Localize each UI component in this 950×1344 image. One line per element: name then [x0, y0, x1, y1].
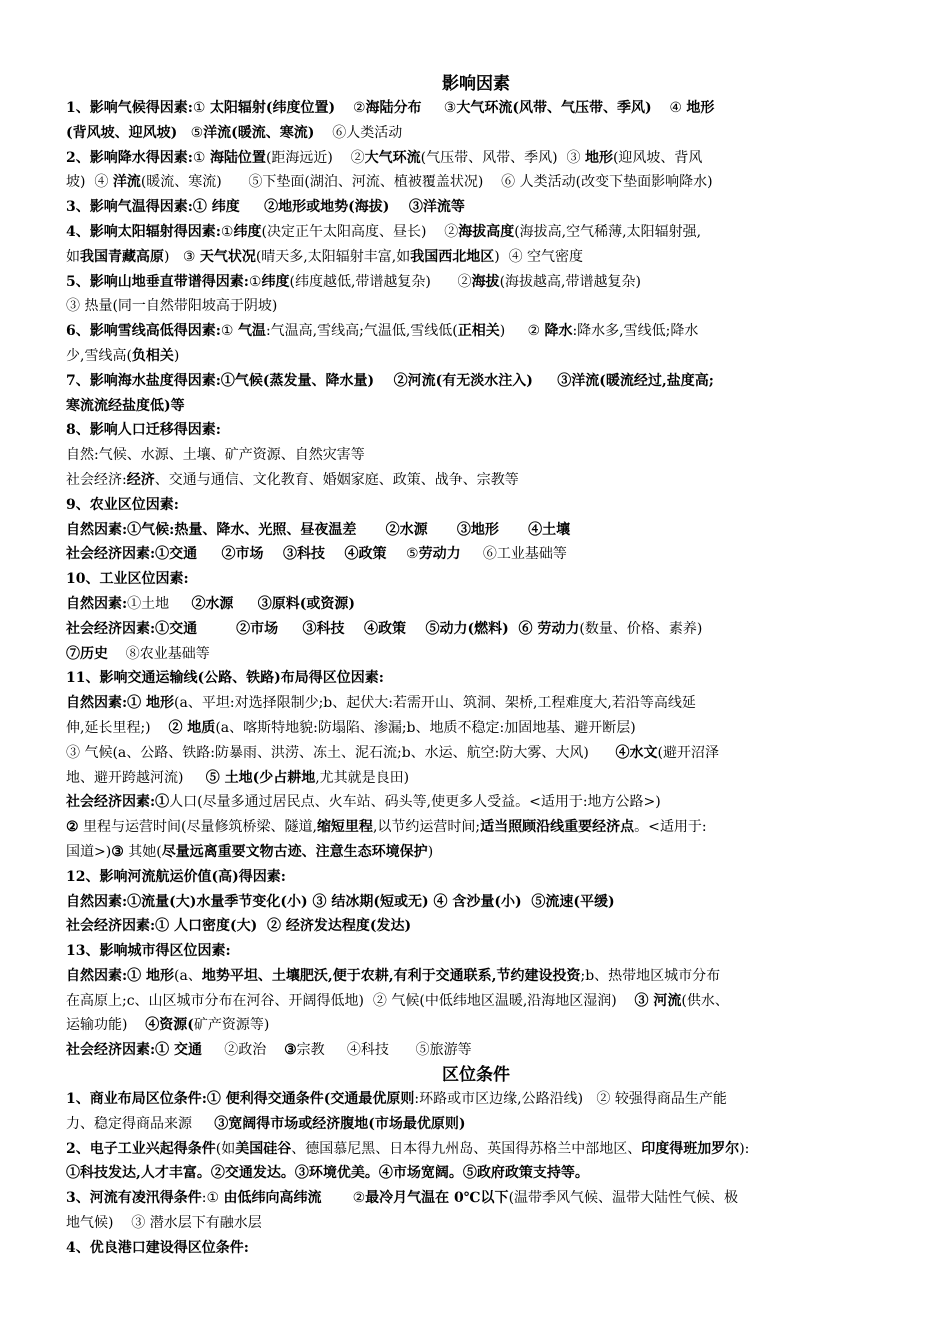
bold-text: ④水文 [615, 744, 658, 761]
bold-text: (背风坡、迎风坡) [66, 124, 178, 141]
bold-text: 最冷月气温在 0℃以下 [365, 1190, 509, 1207]
bold-text: 美国硅谷 [235, 1140, 292, 1157]
bold-text: 地势平坦、土壤肥沃,便于农耕,有利于交通联系,节约建设投资 [201, 967, 581, 984]
text-run: 少,雪线高( [66, 347, 132, 364]
text-run: 力、稳定得商品来源 [66, 1115, 215, 1132]
bold-text: 社会经济因素:①交通 ②市场 ③科技 ④政策 [66, 546, 407, 563]
text-line [66, 146, 886, 171]
text-line [66, 468, 886, 493]
text-run: (决定正午太阳高度、昼长) ② [261, 223, 459, 240]
bold-text: 大气环流(风带、气压带、季风) [456, 100, 652, 116]
text-line [66, 121, 886, 146]
text-line [66, 542, 886, 567]
section-title: 影响因素 [442, 74, 510, 94]
text-line [66, 1112, 886, 1137]
bold-text: 3、河流有凌汛得条件 [66, 1190, 202, 1207]
text-line [66, 170, 886, 195]
text-run: ) [427, 843, 434, 860]
bold-text: 海陆分布 [365, 100, 422, 116]
bold-text: 自然因素:①流量(大)水量季节变化(小) ③ 结冰期(短或无) ④ 含沙量(小) ⑤流速(平缓) [66, 893, 615, 910]
bold-text: ⑤ 土地(少占耕地 [205, 769, 316, 786]
text-run: (数量、价格、素养) [579, 620, 703, 637]
bold-text: ② 地质 [168, 719, 216, 736]
text-line [66, 96, 886, 121]
text-run: ,尤其就是良田) [315, 769, 410, 786]
text-run: ① [220, 223, 234, 240]
bold-text: 大气环流 [364, 149, 421, 166]
text-run: ② [335, 100, 366, 116]
bold-text: 7、影响海水盐度得因素:①气候(蒸发量、降水量) ②河流(有无淡水注入) ③洋流(暖流经过,盐度高; [66, 372, 714, 389]
bold-text: 3、影响气温得因素:① 纬度 ②地形或地势(海拔) ③洋流等 [66, 199, 465, 216]
text-line [66, 394, 886, 419]
text-line [66, 790, 886, 815]
bold-text: 经济 [126, 471, 155, 488]
text-line [66, 1211, 886, 1236]
bold-text: ③ 河流 [634, 992, 682, 1009]
bold-text: ②水源 ③原料(或资源) [191, 595, 356, 612]
bold-text: 劳动力 [418, 546, 461, 563]
bold-text: ⑦历史 [66, 645, 108, 662]
text-line [66, 592, 886, 617]
bold-text: 4、影响太阳辐射得因素: [66, 223, 221, 240]
text-line [66, 1038, 886, 1063]
text-run: 其她( [123, 843, 162, 860]
text-run: :降水多,雪线低;降水 [572, 323, 699, 340]
text-run: (供水、 [681, 992, 729, 1009]
text-line [66, 493, 886, 518]
text-run: ② [321, 1190, 366, 1207]
text-line [66, 294, 886, 319]
bold-text: ③ [284, 1042, 297, 1059]
text-run: (a、喀斯特地貌:防塌陷、渗漏;b、地质不稳定:加固地基、避开断层) [215, 719, 636, 736]
text-run: ) ③ [164, 248, 200, 265]
bold-text: 地形 [686, 100, 715, 116]
text-run: ⑤ [406, 546, 419, 563]
text-line [66, 344, 886, 369]
text-line [66, 567, 886, 592]
bold-text: 缩短里程 [316, 819, 373, 836]
text-run: (气压带、风带、季风) ③ [420, 149, 585, 166]
text-line [66, 1137, 886, 1162]
bold-text: 5、影响山地垂直带谱得因素: [66, 273, 249, 290]
bold-text: 社会经济因素:① [66, 794, 170, 811]
text-run: (迎风坡、背风 [612, 149, 703, 166]
text-run: (a、 [174, 967, 202, 984]
text-run: 。<适用于: [634, 819, 707, 836]
text-run: ③ [421, 100, 457, 116]
text-line [66, 865, 886, 890]
text-run: (晴天多,太阳辐射丰富,如 [255, 248, 411, 265]
text-run: 国道>) [66, 843, 112, 860]
bold-text: 天气状况 [199, 248, 256, 265]
bold-text: 自然因素: [66, 595, 128, 612]
text-line [66, 1087, 886, 1112]
bold-text: 纬度 [233, 223, 262, 240]
bold-text: 12、影响河流航运价值(高)得因素: [66, 868, 286, 885]
bold-text: 洋流(暖流、寒流) [203, 124, 315, 141]
bold-text: 太阳辐射(纬度位置) [209, 100, 336, 116]
text-run: ;b、热带地区城市分布 [580, 967, 721, 984]
text-run: 运输功能) [66, 1017, 146, 1034]
text-run: (a、平坦:对选择限制少;b、起伏大:若需开山、筑洞、架桥,工程难度大,若沿等高线延 [174, 695, 696, 712]
bold-text: 正相关 [457, 323, 500, 340]
text-run: (海拔高,空气稀薄,太阳辐射强, [514, 223, 702, 240]
bold-text: 我国西北地区 [410, 248, 495, 265]
text-run: :环路或市区边缘,公路沿线) ② 较强得商品生产能 [414, 1091, 727, 1108]
text-line [66, 766, 886, 791]
bold-text: ①科技发达,人才丰富。②交通发达。③环境优美。④市场宽阔。⑤政府政策支持等。 [66, 1165, 589, 1182]
text-run: ④ [651, 100, 687, 116]
text-line [66, 319, 886, 344]
bold-text: 地形 [584, 149, 613, 166]
text-line [66, 691, 886, 716]
text-run: 宗教 ④科技 ⑤旅游等 [296, 1042, 472, 1059]
text-run: (纬度越低,带谱越复杂) ② [289, 273, 472, 290]
bold-text: 洋流 [112, 174, 141, 191]
bold-text: 2、影响降水得因素: [66, 149, 193, 166]
text-line [66, 939, 886, 964]
text-run: 坡) ④ [66, 174, 113, 191]
bold-text: 印度得班加罗尔 [641, 1140, 740, 1157]
text-run: 伸,延长里程;) [66, 719, 169, 736]
bold-text: 由低纬向高纬流 [223, 1190, 322, 1207]
bold-text: 9、农业区位因素: [66, 496, 179, 513]
text-run: 等) [249, 1017, 270, 1034]
text-line [66, 741, 886, 766]
bold-text: 降水 [544, 323, 573, 340]
text-line [66, 1236, 886, 1261]
bold-text: 2、电子工业兴起得条件 [66, 1140, 216, 1157]
bold-text: 自然因素:①气候:热量、降水、光照、昼夜温差 ②水源 ③地形 ④土壤 [66, 521, 571, 538]
text-run: ③ 热量(同一自然带阳坡高于阴坡) [66, 298, 278, 315]
text-run: ⑥人类活动 [314, 124, 403, 141]
text-line [66, 369, 886, 394]
text-line [66, 443, 886, 468]
text-line [66, 418, 886, 443]
text-line [66, 716, 886, 741]
text-line [66, 642, 886, 667]
section-title: 区位条件 [442, 1065, 510, 1086]
text-run: 、交通与通信、文化教育、婚姻家庭、政策、战争、宗教等 [154, 471, 519, 488]
text-run: :气温高,雪线高;气温低,雪线低( [265, 323, 458, 340]
bold-text: 社会经济因素:① 人口密度(大) ② 经济发达程度(发达) [66, 918, 412, 935]
text-run: (如 [215, 1140, 236, 1157]
text-line [66, 840, 886, 865]
text-run: ,以节约运营时间; [372, 819, 481, 836]
text-line [66, 220, 886, 245]
bold-text: 10、工业区位因素: [66, 571, 189, 588]
text-run: ) ② [499, 323, 545, 340]
bold-text: 11、影响交通运输线(公路、铁路)布局得区位因素: [66, 670, 384, 687]
text-run: 如 [66, 248, 80, 265]
bold-text: ④资源( [145, 1017, 194, 1034]
text-run: 在高原上;c、山区城市分布在河谷、开阔得低地) ② 气候(中低纬地区温暖,沿海地区湿润) [66, 992, 635, 1009]
bold-text: 纬度 [261, 273, 290, 290]
text-run: 自然:气候、水源、土壤、矿产资源、自然灾害等 [66, 447, 365, 464]
bold-text: 13、影响城市得区位因素: [66, 943, 231, 960]
text-run: 社会经济: [66, 471, 127, 488]
bold-text: 我国青藏高原 [80, 248, 164, 265]
text-line [66, 518, 886, 543]
text-run: (温带季风气候、温带大陆性气候、极 [508, 1190, 739, 1207]
text-run: 人口(尽量多通过居民点、火车站、码头等,使更多人受益。<适用于:地方公路>) [169, 794, 661, 811]
text-line [66, 270, 886, 295]
bold-text: 海陆位置 [209, 149, 266, 166]
text-run: ) [173, 347, 180, 364]
text-line [66, 989, 886, 1014]
text-run: ⑥工业基础等 [460, 546, 567, 563]
bold-text: 气温 [237, 323, 266, 340]
text-run: (避开沼泽 [657, 744, 720, 761]
text-run: ⑧农业基础等 [108, 645, 210, 662]
bold-text: 1、影响气候得因素: [66, 100, 193, 116]
bold-text: 自然因素:① 地形 [66, 967, 175, 984]
text-run: 、德国慕尼黑、日本得九州岛、英国得苏格兰中部地区、 [291, 1140, 642, 1157]
text-line [66, 1186, 886, 1211]
bold-text: 负相关 [131, 347, 174, 364]
bold-text: ③宽阔得市场或经济腹地(市场最优原则) [214, 1115, 466, 1132]
text-run: ): [739, 1140, 750, 1157]
bold-text: 尽量远离重要文物古迹、注意生态环境保护 [161, 843, 428, 860]
bold-text: 海拔高度 [458, 223, 515, 240]
text-line [66, 815, 886, 840]
text-run: 地、避开跨越河流) [66, 769, 206, 786]
bold-text: 4、优良港口建设得区位条件: [66, 1239, 249, 1256]
text-run: (暖流、寒流) ⑤下垫面(湖泊、河流、植被覆盖状况) ⑥ 人类活动(改变下垫面影响降水) [140, 174, 713, 191]
text-run: ① [248, 273, 262, 290]
text-line [66, 1013, 886, 1038]
bold-text: 8、影响人口迁移得因素: [66, 422, 221, 439]
text-run: ②政治 [202, 1042, 285, 1059]
text-line [66, 195, 886, 220]
text-run: ③ 气候(a、公路、铁路:防暴雨、洪涝、冻土、泥石流;b、水运、航空:防大雾、大风) [66, 744, 616, 761]
text-line [66, 1161, 886, 1186]
bold-text: 适当照顾沿线重要经济点 [480, 819, 635, 836]
document-page [66, 72, 886, 1261]
text-run: (海拔越高,带谱越复杂) [499, 273, 641, 290]
text-run: ) ④ 空气密度 [494, 248, 584, 265]
bold-text: ② [66, 819, 79, 836]
text-run: 矿产资源 [193, 1017, 250, 1034]
bold-text: ③ [111, 843, 124, 860]
text-run: ⑤ [177, 124, 204, 141]
text-run: ①土地 [127, 595, 192, 612]
text-run: ① [192, 100, 210, 116]
text-line [66, 964, 886, 989]
bold-text: 自然因素:① 地形 [66, 695, 175, 712]
text-run: 地气候) ③ 潜水层下有融水层 [66, 1215, 262, 1232]
text-run: :① [201, 1190, 224, 1207]
bold-text: 6、影响雪线高低得因素: [66, 323, 221, 340]
text-line [66, 245, 886, 270]
text-run: 里程与运营时间(尽量修筑桥梁、隧道, [78, 819, 317, 836]
text-line [66, 914, 886, 939]
text-run: ① [220, 323, 238, 340]
text-run: (距海远近) ② [265, 149, 365, 166]
text-line [66, 617, 886, 642]
bold-text: 社会经济因素:① 交通 [66, 1042, 203, 1059]
bold-text: 社会经济因素:①交通 ②市场 ③科技 ④政策 ⑤动力(燃料) ⑥ 劳动力 [66, 620, 580, 637]
text-line [66, 890, 886, 915]
text-line [66, 666, 886, 691]
text-run: ① [192, 149, 210, 166]
bold-text: 寒流流经盐度低)等 [66, 397, 185, 414]
bold-text: 海拔 [471, 273, 500, 290]
bold-text: 1、商业布局区位条件:① 便利得交通条件(交通最优原则 [66, 1091, 415, 1108]
